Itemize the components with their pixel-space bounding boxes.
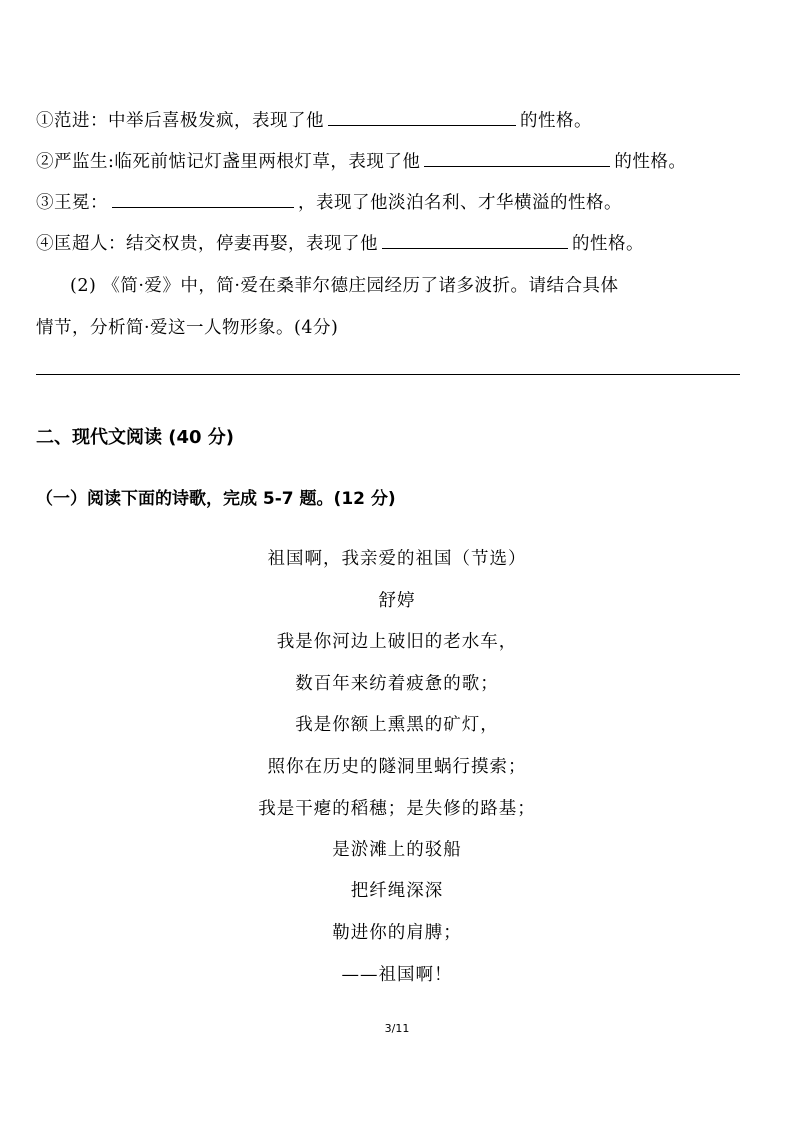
question-text: ③王冕： bbox=[36, 193, 108, 213]
question-kuangchaoren bbox=[36, 230, 644, 255]
answer-blank[interactable] bbox=[424, 150, 610, 167]
poem-line: 我是你额上熏黑的矿灯， bbox=[295, 715, 499, 735]
poem-line: 我是干瘪的稻穗；是失修的路基； bbox=[258, 799, 536, 819]
poem-line: 是淤滩上的驳船 bbox=[332, 840, 462, 860]
section-title: 二、现代文阅读 (40 分) bbox=[36, 427, 235, 448]
poem-title: 祖国啊，我亲爱的祖国（节选） bbox=[267, 549, 527, 569]
question-text: 的性格。 bbox=[614, 152, 687, 172]
answer-line[interactable] bbox=[36, 374, 740, 375]
poem-line: 数百年来纺着疲惫的歌； bbox=[295, 674, 499, 694]
question-text: 的性格。 bbox=[520, 111, 592, 131]
question-text: ②严监生:临死前惦记灯盏里两根灯草，表现了他 bbox=[36, 152, 421, 172]
question-yanjiansheng bbox=[36, 148, 686, 173]
question-text: 的性格。 bbox=[572, 234, 644, 254]
poem-line: 把纤绳深深 bbox=[350, 881, 444, 901]
question-fanjin bbox=[36, 107, 592, 132]
page-number: 3/11 bbox=[384, 1022, 410, 1035]
answer-blank[interactable] bbox=[328, 109, 516, 126]
poem-line: 我是你河边上破旧的老水车， bbox=[276, 632, 518, 652]
question-wangmian bbox=[36, 189, 622, 214]
question-text: ④匡超人：结交权贵，停妻再娶，表现了他 bbox=[36, 234, 378, 254]
answer-blank[interactable] bbox=[382, 232, 568, 249]
question-jane-eyre-cont: 情节，分析简·爱这一人物形象。(4分) bbox=[36, 318, 339, 338]
poem-author: 舒婷 bbox=[378, 591, 416, 611]
question-jane-eyre: (2) 《简·爱》中，简·爱在桑菲尔德庄园经历了诸多波折。请结合具体 bbox=[70, 276, 619, 296]
poem-line: 照你在历史的隧洞里蜗行摸索； bbox=[267, 757, 527, 777]
poem-line: ——祖国啊！ bbox=[341, 965, 453, 985]
answer-blank[interactable] bbox=[112, 191, 294, 208]
question-text: ①范进：中举后喜极发疯，表现了他 bbox=[36, 111, 324, 131]
poem-line: 勒进你的肩膊； bbox=[332, 923, 462, 943]
subsection-title: （一）阅读下面的诗歌，完成 5-7 题。(12 分) bbox=[36, 489, 396, 509]
question-text: ，表现了他淡泊名利、才华横溢的性格。 bbox=[298, 193, 622, 213]
